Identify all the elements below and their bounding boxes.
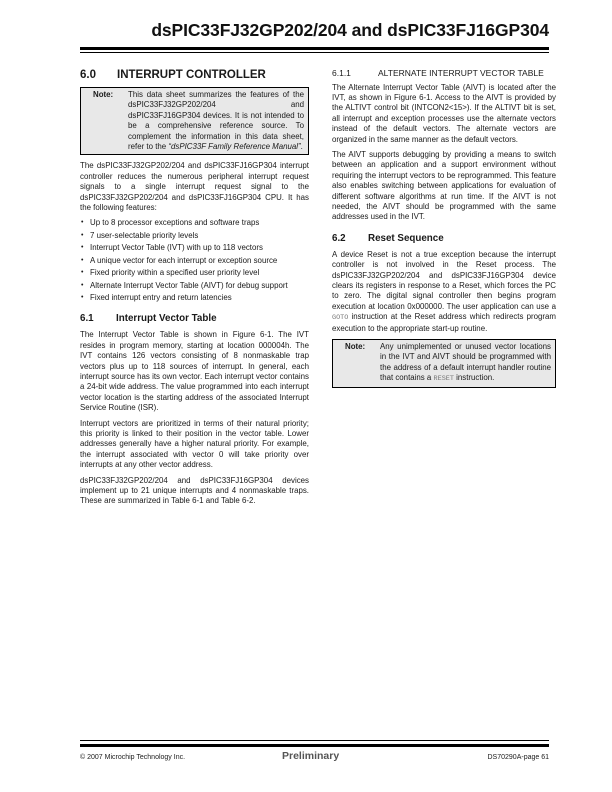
subsection-number: 6.1 xyxy=(80,313,94,325)
subsubsection-heading xyxy=(332,68,556,79)
header-rule-thick xyxy=(80,47,549,50)
footer-page-number: DS70290A-page 61 xyxy=(487,754,549,761)
subsubsection-number: 6.1.1 xyxy=(332,68,351,78)
body-paragraph: The Interrupt Vector Table is shown in Figure 6-1. The IVT resides in program memory, starting at location 000004h. The IVT contains 126 vectors consisting of 8 nonmaskable trap vectors plus up to 118 sources of interrupt. In general, each interrupt source has its own vector. Each interrupt vector contains a 24-bit wide address. The value programmed into each interrupt vector location is the starting address of the associated Interrupt Service Routine (ISR). xyxy=(80,330,309,413)
note-text-main: This data sheet summarizes the features of the dsPIC33FJ32GP202/204 and dsPIC33FJ16GP304 devices. It is not intended to be a comprehensive reference source. To complement the information in this data sheet, refer to the xyxy=(128,90,304,152)
footer-status: Preliminary xyxy=(282,750,340,762)
body-paragraph: The Alternate Interrupt Vector Table (AIVT) is located after the IVT, as shown in Figure 6-1. Access to the AIVT is provided by the ALTIVT control bit (INTCON2<15>). If the ALTIVT bit is set, all interrupt and exception processes use the alternate vectors instead of the default vectors. The alternate vectors are organized in the same manner as the default vectors. xyxy=(332,82,556,144)
intro-paragraph: The dsPIC33FJ32GP202/204 and dsPIC33FJ16GP304 interrupt controller reduces the numerous peripheral interrupt request signals to a single interrupt request signal to the dsPIC33FJ32GP202/204 and dsPIC33FJ16GP304 CPU. It has the following features: xyxy=(80,161,309,213)
reset-paragraph xyxy=(332,250,556,334)
subsection-heading xyxy=(332,233,556,245)
feature-item: • Fixed priority within a specified user priority level xyxy=(80,268,309,278)
feature-list xyxy=(80,218,309,303)
subsection-title: Interrupt Vector Table xyxy=(116,313,217,325)
body-paragraph: The AIVT supports debugging by providing a means to switch between an application and a support environment without requiring the interrupt vectors to be reprogrammed. This feature also enables switching between applications for evaluation of different software algorithms at run time. If the AIVT is not needed, the AIVT should be programmed with the same addresses used in the IVT. xyxy=(332,149,556,222)
feature-item: • Up to 8 processor exceptions and software traps xyxy=(80,218,309,228)
subsection-heading xyxy=(80,313,309,325)
section-title: INTERRUPT CONTROLLER xyxy=(117,69,266,81)
right-column xyxy=(332,68,556,394)
feature-item: • Alternate Interrupt Vector Table (AIVT) for debug support xyxy=(80,281,309,291)
footer-rule-thin xyxy=(80,740,549,741)
feature-item: • 7 user-selectable priority levels xyxy=(80,231,309,241)
note-text-end: instruction. xyxy=(453,373,495,383)
body-paragraph: Interrupt vectors are prioritized in terms of their natural priority; this priority is linked to their position in the vector table. Lower addresses generally have a higher natural priority. For example, the interrupt associated with vector 0 will take priority over interrupts at any other vector address. xyxy=(80,418,309,470)
section-number: 6.0 xyxy=(80,69,96,81)
footer-copyright: © 2007 Microchip Technology Inc. xyxy=(80,754,186,761)
feature-item: • Interrupt Vector Table (IVT) with up to 118 vectors xyxy=(80,243,309,253)
reset-text-end: instruction at the Reset address which redirects program execution to the appropriate start-up routine. xyxy=(332,312,556,333)
subsection-number: 6.2 xyxy=(332,232,346,244)
note-text-main: Any unimplemented or unused vector locations in the IVT and AIVT should be programmed with the address of a default interrupt handler routine that contains a xyxy=(380,342,551,383)
section-heading xyxy=(80,68,309,82)
feature-item: • Fixed interrupt entry and return latencies xyxy=(80,293,309,303)
code-reset: RESET xyxy=(433,375,454,384)
note-text xyxy=(128,90,304,152)
subsection-title: Reset Sequence xyxy=(368,232,444,244)
left-column xyxy=(80,68,309,512)
note-text-end: . xyxy=(300,142,303,152)
reference-manual-title: “dsPIC33F Family Reference Manual” xyxy=(168,142,301,152)
code-goto: GOTO xyxy=(332,314,349,323)
note-box xyxy=(80,87,309,155)
feature-item: • A unique vector for each interrupt or exception source xyxy=(80,256,309,266)
note-text xyxy=(380,342,551,385)
body-paragraph: dsPIC33FJ32GP202/204 and dsPIC33FJ16GP304 devices implement up to 21 unique interrupts and 4 nonmaskable traps. These are summarized in Table 6-1 and Table 6-2. xyxy=(80,475,309,506)
footer-rule-thick xyxy=(80,744,549,747)
subsubsection-title: ALTERNATE INTERRUPT VECTOR TABLE xyxy=(378,68,544,78)
note-label: Note: xyxy=(345,342,366,352)
reset-text: A device Reset is not a true exception because the interrupt controller is not involved in the Reset process. The dsPIC33FJ32GP202/204 and dsPIC33FJ16GP304 device clears its registers in response to a Reset, which forces the PC to zero. The digital signal controller then begins program execution at location 0x000000. The user application can use a xyxy=(332,249,556,311)
note-box xyxy=(332,339,556,388)
note-label: Note: xyxy=(93,90,114,99)
header-rule-thin xyxy=(80,52,549,53)
document-header-title: dsPIC33FJ32GP202/204 and dsPIC33FJ16GP304 xyxy=(151,20,549,40)
